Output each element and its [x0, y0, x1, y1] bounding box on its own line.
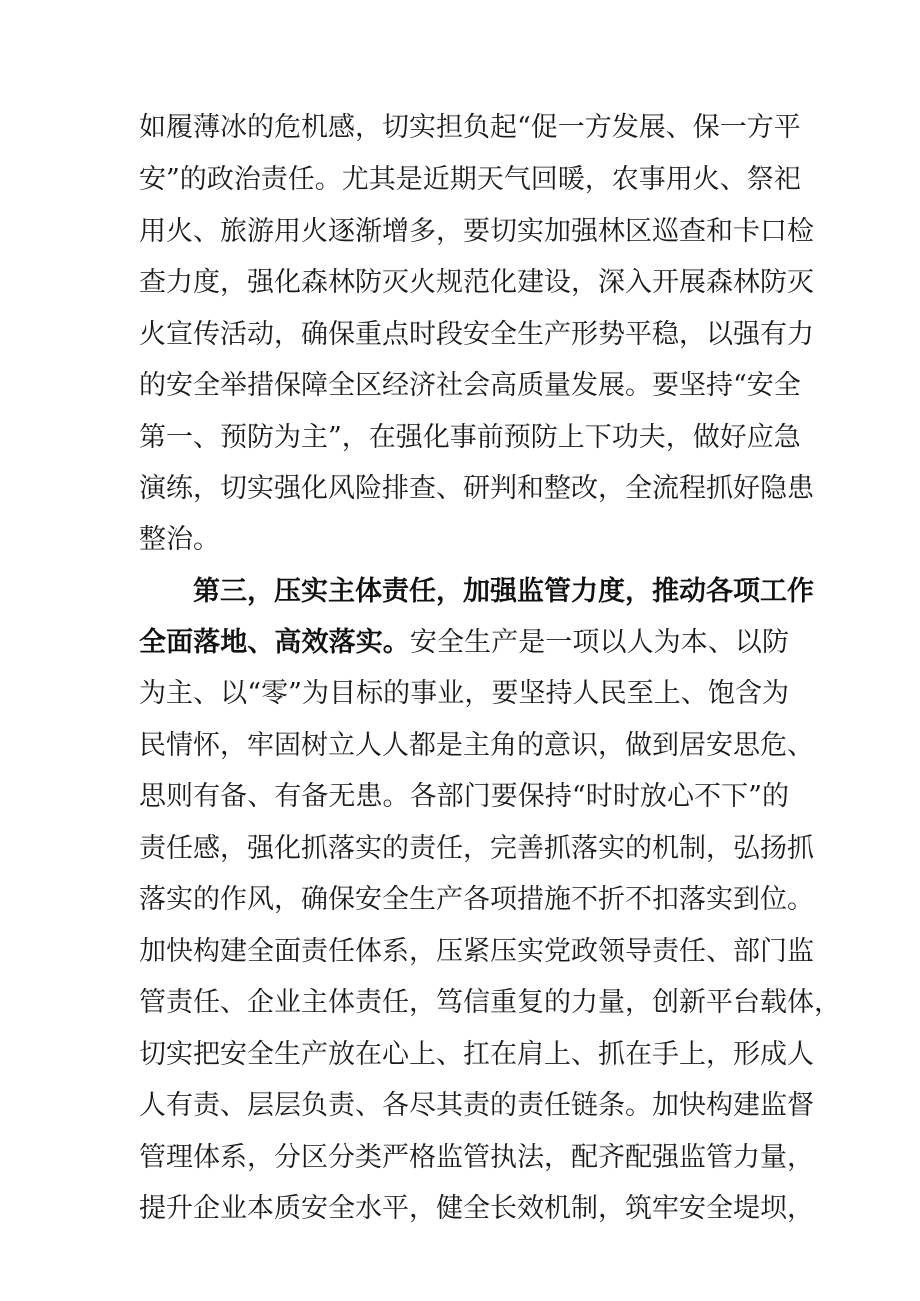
para1-line: 安”的政治责任。尤其是近期天气回暖，农事用火、祭祀	[139, 164, 801, 195]
para1-line: 演练，切实强化风险排查、研判和整改，全流程抓好隐患	[139, 473, 814, 504]
para1-line: 整治。	[139, 524, 220, 555]
para2-line: 加快构建全面责任体系，压紧压实党政领导责任、部门监	[139, 936, 814, 967]
para2-line: 思则有备、有备无患。各部门要保持“时时放心不下”的	[139, 781, 789, 812]
para2-line: 人有责、层层负责、各尽其责的责任链条。加快构建监督	[139, 1090, 814, 1121]
para2-line: 为主、以“零”为目标的事业，要坚持人民至上、饱含为	[139, 678, 789, 709]
para2-line: 民情怀，牢固树立人人都是主角的意识，做到居安思危、	[139, 730, 814, 761]
para1-line: 的安全举措保障全区经济社会高质量发展。要坚持“安全	[139, 370, 801, 401]
para2-line: 提升企业本质安全水平，健全长效机制，筑牢安全堤坝，	[139, 1193, 814, 1224]
para1-line: 用火、旅游用火逐渐增多，要切实加强林区巡查和卡口检	[139, 216, 814, 247]
para2-line-rest: 安全生产是一项以人为本、以防	[409, 627, 790, 658]
para1-line: 第一、预防为主”，在强化事前预防上下功夫，做好应急	[139, 422, 801, 453]
para2-line: 落实的作风，确保安全生产各项措施不折不扣落实到位。	[139, 884, 814, 915]
para2-line: 切实把安全生产放在心上、扛在肩上、抓在手上，形成人	[139, 1039, 814, 1070]
section-heading-continued: 全面落地、高效落实。	[139, 627, 410, 658]
para1-line: 如履薄冰的危机感，切实担负起“促一方发展、保一方平	[139, 112, 801, 143]
section-heading: 第三，压实主体责任，加强监管力度，推动各项工作	[193, 576, 814, 607]
para1-line: 火宣传活动，确保重点时段安全生产形势平稳，以强有力	[139, 319, 814, 350]
para2-line: 管责任、企业主体责任，笃信重复的力量，创新平台载体，	[139, 987, 841, 1018]
para1-line: 查力度，强化森林防灭火规范化建设，深入开展森林防灭	[139, 267, 814, 298]
para2-line: 管理体系，分区分类严格监管执法，配齐配强监管力量，	[139, 1142, 814, 1173]
para2-line	[139, 619, 789, 667]
para2-line: 责任感，强化抓落实的责任，完善抓落实的机制，弘扬抓	[139, 833, 814, 864]
